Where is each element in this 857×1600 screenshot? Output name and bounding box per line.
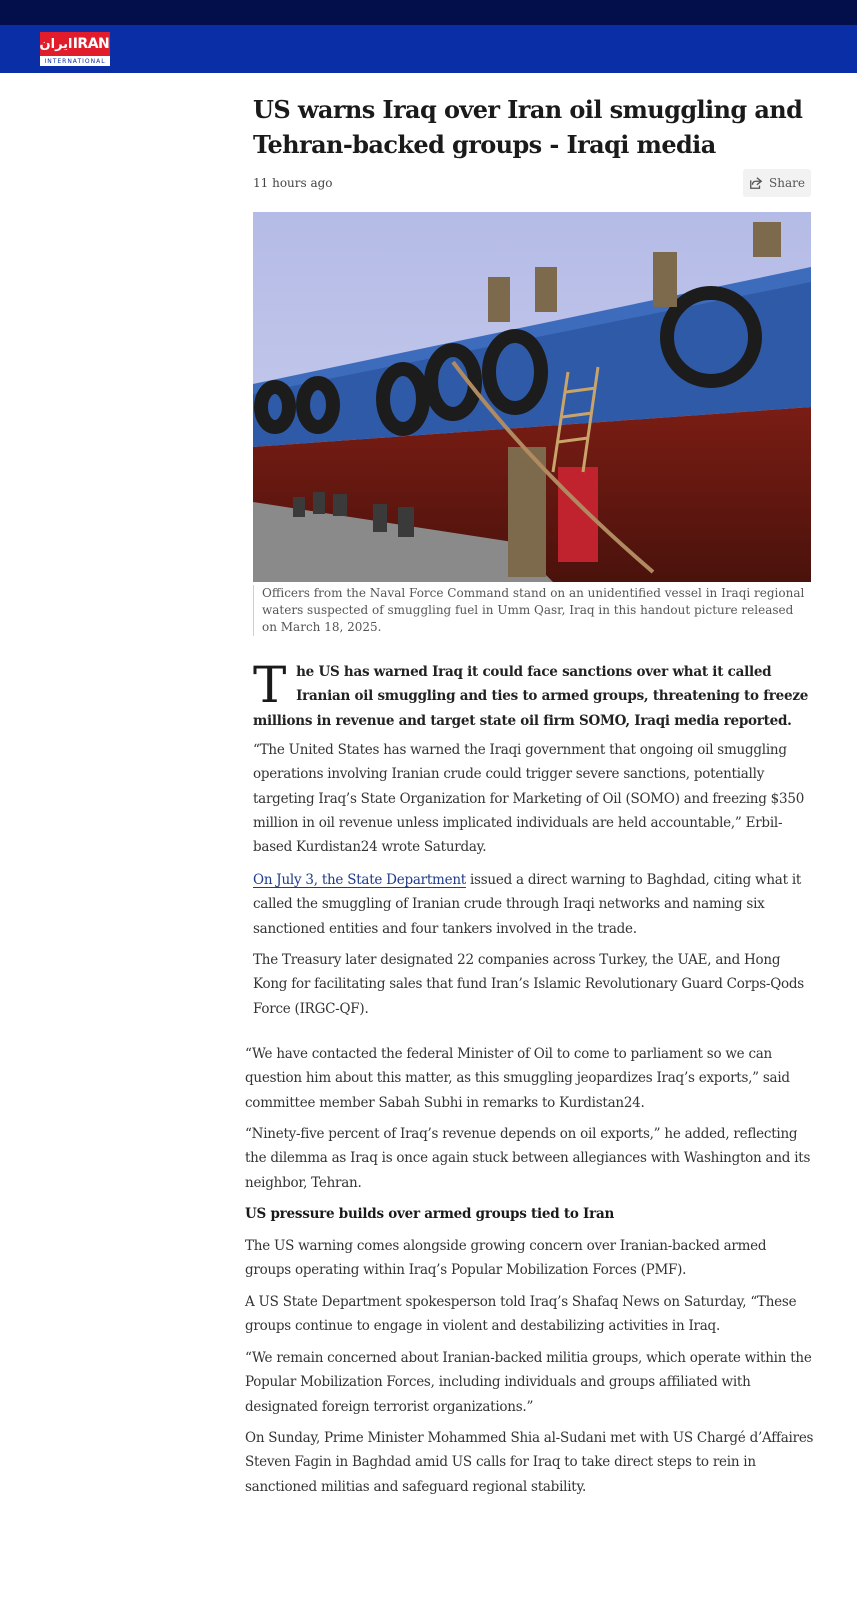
share-icon bbox=[749, 176, 763, 190]
logo-farsi-text: ایران bbox=[40, 32, 72, 56]
lead-paragraph bbox=[253, 656, 815, 733]
site-header bbox=[0, 25, 857, 73]
state-department-link[interactable]: On July 3, the State Department bbox=[253, 872, 466, 888]
logo-name-text: IRAN bbox=[72, 32, 110, 56]
section-subheading: US pressure builds over armed groups tied to Iran bbox=[245, 1206, 615, 1222]
top-strip bbox=[0, 0, 857, 25]
paragraph-4: “We have contacted the federal Minister of Oil to come to parliament so we can question him about this matter, as this smuggling jeopardizes Iraq’s exports,” said committee member Sabah Subhi in remarks to Kurdistan24. bbox=[245, 1046, 790, 1111]
paragraph-6: The US warning comes alongside growing concern over Iranian-backed armed groups operating within Iraq’s Popular Mobilization Forces (PMF). bbox=[245, 1238, 767, 1279]
share-label: Share bbox=[769, 176, 805, 190]
paragraph-5: “Ninety-five percent of Iraq’s revenue depends on oil exports,” he added, reflecting the dilemma as Iraq is once again stuck between allegiances with Washington and its neighbor, Tehran. bbox=[245, 1126, 811, 1191]
paragraph-2 bbox=[253, 868, 815, 941]
paragraph-3: The Treasury later designated 22 companies across Turkey, the UAE, and Hong Kong for facilitating sales that fund Iran’s Islamic Revolutionary Guard Corps-Qods Force (IRGC-QF). bbox=[253, 952, 804, 1017]
article-title: US warns Iraq over Iran oil smuggling and Tehran-backed groups - Iraqi media bbox=[253, 95, 803, 159]
logo-top bbox=[40, 32, 110, 56]
drop-cap: T bbox=[253, 656, 287, 714]
paragraph-8: “We remain concerned about Iranian-backed militia groups, which operate within the Popular Mobilization Forces, including individuals and groups affiliated with designated foreign terrorist organizations.” bbox=[245, 1350, 812, 1415]
paragraph-2-text: issued a direct warning to Baghdad, citing what it called the smuggling of Iranian crude through Iraqi networks and naming six sanctioned entities and four tankers involved in the trade. bbox=[253, 872, 802, 937]
image-caption: Officers from the Naval Force Command stand on an unidentified vessel in Iraqi regional waters suspected of smuggling fuel in Umm Qasr, Iraq in this handout picture released on March 18, 2025. bbox=[253, 585, 811, 636]
logo-tagline: INTERNATIONAL bbox=[40, 56, 110, 66]
paragraph-1: “The United States has warned the Iraqi government that ongoing oil smuggling operations involving Iranian crude could trigger severe sanctions, potentially targeting Iraq’s State Organization for Marketing of Oil (SOMO) and freezing $350 million in oil revenue unless implicated individuals are held accountable,” Erbil-based Kurdistan24 wrote Saturday. bbox=[253, 742, 805, 856]
paragraph-9: On Sunday, Prime Minister Mohammed Shia al-Sudani met with US Chargé d’Affaires Steven Fagin in Baghdad amid US calls for Iraq to take direct steps to rein in sanctioned militias and safeguard regional stability. bbox=[245, 1430, 814, 1495]
hero-image bbox=[253, 212, 811, 582]
article-timestamp: 11 hours ago bbox=[253, 176, 333, 190]
paragraph-7: A US State Department spokesperson told Iraq’s Shafaq News on Saturday, “These groups continue to engage in violent and destabilizing activities in Iraq. bbox=[245, 1294, 797, 1335]
share-button[interactable] bbox=[743, 169, 811, 197]
site-logo[interactable] bbox=[40, 32, 110, 66]
lead-text: he US has warned Iraq it could face sanctions over what it called Iranian oil smuggling and ties to armed groups, threatening to freeze millions in revenue and target state oil firm SOMO, Iraqi media reported. bbox=[253, 664, 809, 729]
